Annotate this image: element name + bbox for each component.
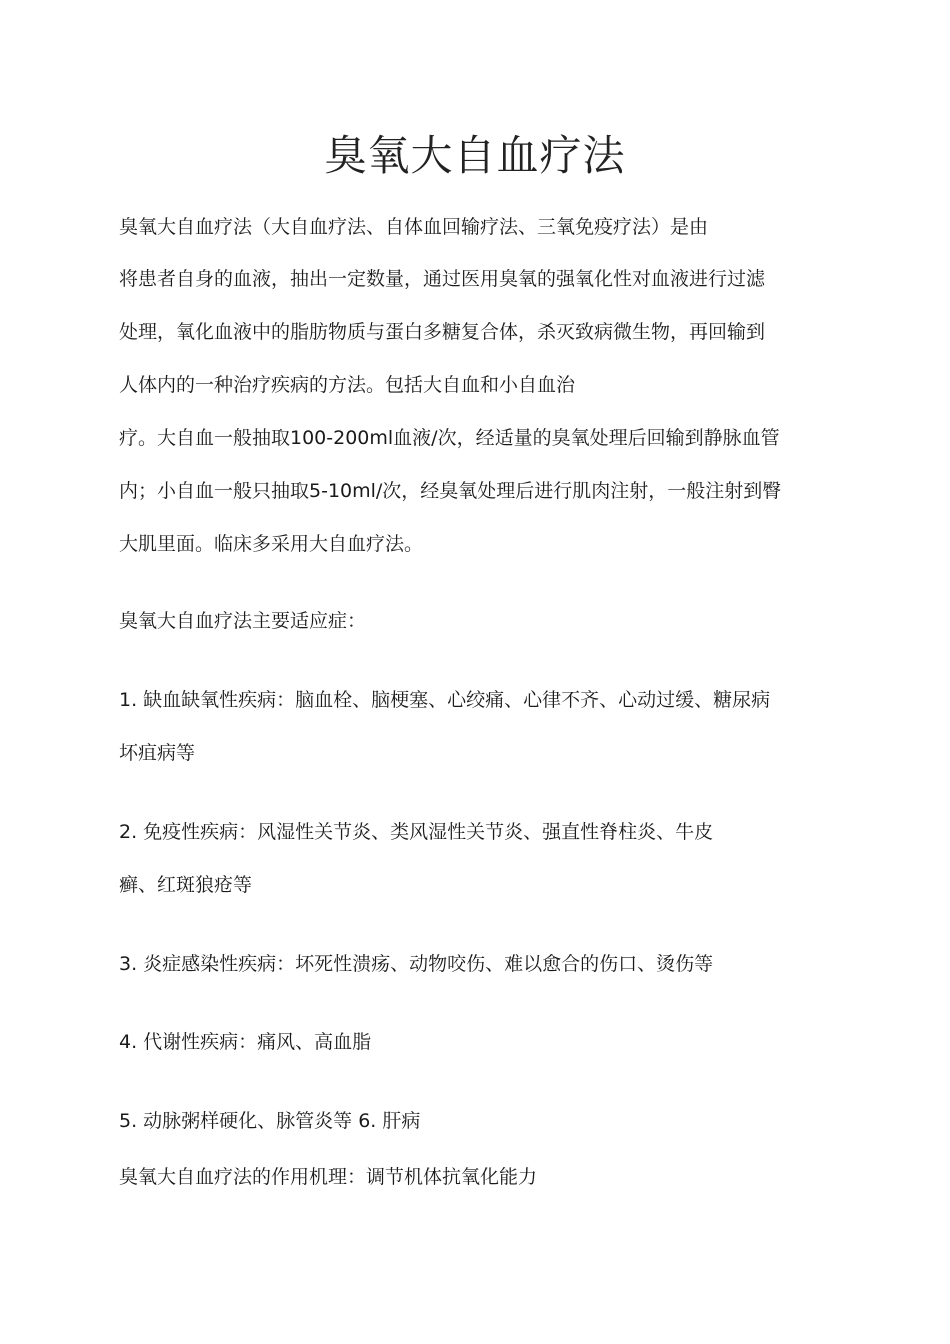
indications-heading: 臭氧大自血疗法主要适应症： <box>119 610 367 632</box>
intro-line: 疗。大自血一般抽取100-200ml血液/次，经适量的臭氧处理后回输到静脉血管 <box>119 427 780 449</box>
indication-line: 坏疽病等 <box>119 742 196 764</box>
intro-line: 内；小自血一般只抽取5-10ml/次，经臭氧处理后进行肌肉注射，一般注射到臀 <box>119 480 782 502</box>
mechanism-line: 臭氧大自血疗法的作用机理：调节机体抗氧化能力 <box>119 1166 538 1188</box>
indication-line: 3. 炎症感染性疾病：坏死性溃疡、动物咬伤、难以愈合的伤口、烫伤等 <box>119 953 714 975</box>
indication-line: 5. 动脉粥样硬化、脉管炎等 6. 肝病 <box>119 1110 421 1132</box>
indication-line: 2. 免疫性疾病：风湿性关节炎、类风湿性关节炎、强直性脊柱炎、牛皮 <box>119 821 714 843</box>
indication-line: 1. 缺血缺氧性疾病：脑血栓、脑梗塞、心绞痛、心律不齐、心动过缓、糖尿病 <box>119 689 771 711</box>
indication-line: 癣、红斑狼疮等 <box>119 874 253 896</box>
indication-line: 4. 代谢性疾病：痛风、高血脂 <box>119 1031 372 1053</box>
intro-line: 处理，氧化血液中的脂肪物质与蛋白多糖复合体，杀灭致病微生物，再回输到 <box>119 321 766 343</box>
intro-line: 将患者自身的血液，抽出一定数量，通过医用臭氧的强氧化性对血液进行过滤 <box>119 268 766 290</box>
intro-line: 臭氧大自血疗法（大自血疗法、自体血回输疗法、三氧免疫疗法）是由 <box>119 216 709 238</box>
intro-line: 人体内的一种治疗疾病的方法。包括大自血和小自血治 <box>119 374 576 396</box>
document-title: 臭氧大自血疗法 <box>324 131 626 181</box>
intro-line: 大肌里面。临床多采用大自血疗法。 <box>119 533 424 555</box>
